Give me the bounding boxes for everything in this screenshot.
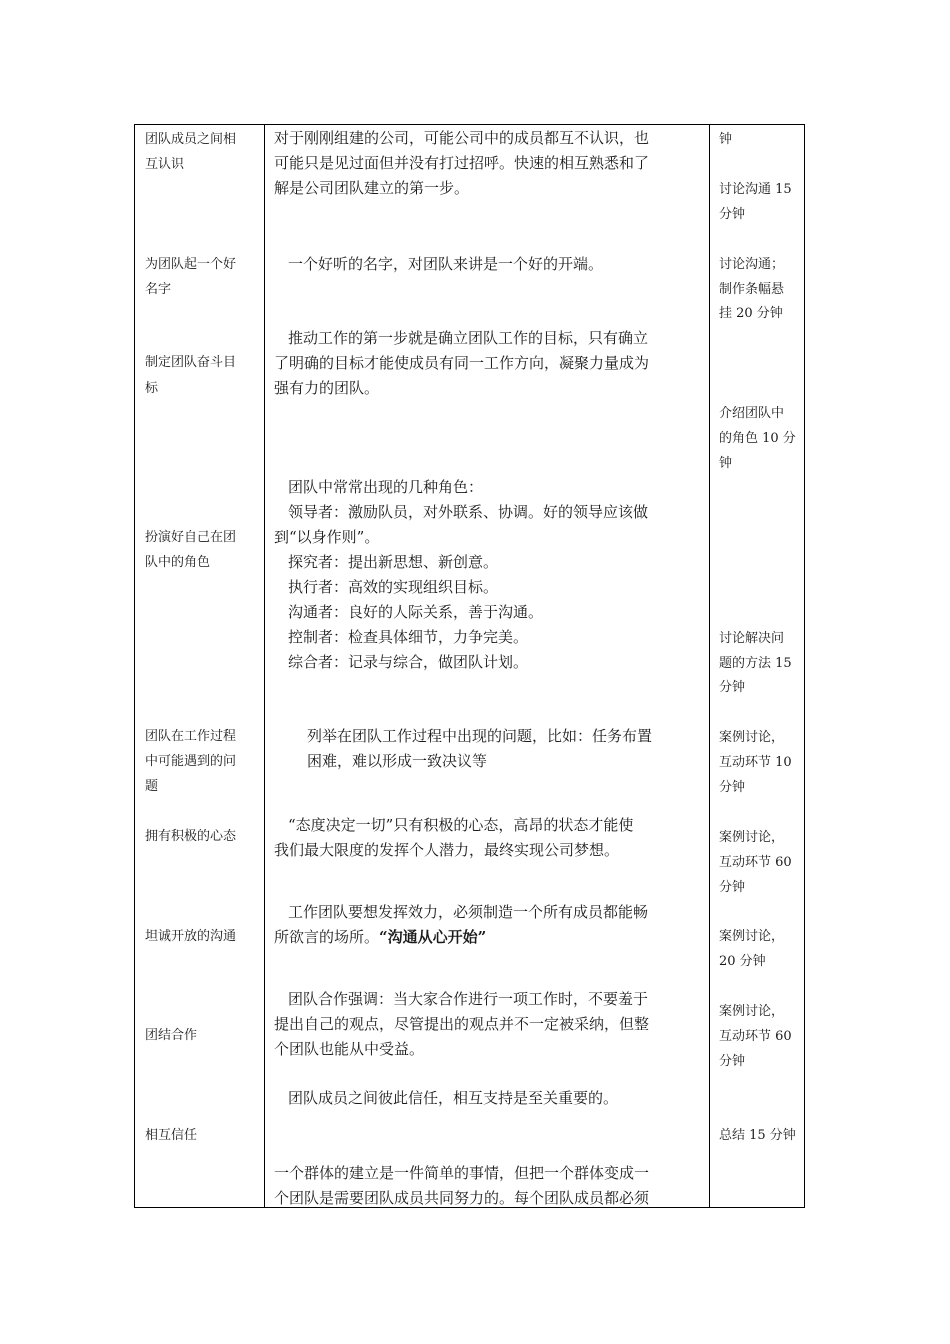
activity-cell: 互动环节 60 [719,855,792,870]
activity-cell: 分钟 [719,680,746,695]
activity-cell: 的角色 10 分 [719,431,796,446]
content-text: 所欲言的场所。 [274,928,380,946]
topic-cell: 互认识 [145,157,185,172]
activity-cell: 互动环节 60 [719,1029,792,1044]
content-text: 执行者：高效的实现组织目标。 [288,578,499,596]
content-text: 一个好听的名字，对团队来讲是一个好的开端。 [288,255,604,273]
topic-cell: 拥有积极的心态 [145,829,237,844]
topic-cell: 标 [145,381,159,396]
content-text: 沟通者：良好的人际关系，善于沟通。 [288,603,544,621]
activity-cell: 挂 20 分钟 [719,306,783,321]
activity-cell: 分钟 [719,207,746,222]
column-divider-1 [264,124,265,1208]
content-text: 工作团队要想发挥效力，必须制造一个所有成员都能畅 [288,903,649,921]
topic-cell: 扮演好自己在团 [145,530,237,545]
content-text: 个团队也能从中受益。 [274,1040,425,1058]
activity-cell: 总结 15 分钟 [719,1128,796,1143]
content-text: 个团队是需要团队成员共同努力的。每个团队成员都必须 [274,1189,650,1207]
topic-cell: 为团队起一个好 [145,257,237,272]
topic-cell: 题 [145,779,159,794]
topic-cell: 团结合作 [145,1028,198,1043]
content-text: 困难，难以形成一致决议等 [307,752,488,770]
topic-cell: 制定团队奋斗目 [145,355,237,370]
content-text: 推动工作的第一步就是确立团队工作的目标，只有确立 [288,329,649,347]
activity-cell: 题的方法 15 [719,656,792,671]
activity-cell: 案例讨论， [719,929,785,944]
activity-cell: 分钟 [719,1054,746,1069]
activity-cell: 案例讨论， [719,830,785,845]
topic-cell: 团队在工作过程 [145,729,237,744]
content-text: 我们最大限度的发挥个人潜力，最终实现公司梦想。 [274,841,620,859]
topic-cell: 团队成员之间相 [145,132,237,147]
activity-cell: 分钟 [719,880,746,895]
activity-cell: 钟 [719,132,733,147]
content-text: 综合者：记录与综合，做团队计划。 [288,653,529,671]
content-text: 到“以身作则”。 [274,528,380,546]
activity-cell: 分钟 [719,780,746,795]
topic-cell: 名字 [145,282,172,297]
content-text: 可能只是见过面但并没有打过招呼。快速的相互熟悉和了 [274,154,650,172]
content-text: 领导者：激励队员，对外联系、协调。好的领导应该做 [288,503,649,521]
content-text: 强有力的团队。 [274,379,380,397]
activity-cell: 钟 [719,456,733,471]
activity-cell: 讨论沟通； [719,257,785,272]
topic-cell: 相互信任 [145,1128,198,1143]
content-text: 提出自己的观点，尽管提出的观点并不一定被采纳，但整 [274,1015,650,1033]
content-text: 团队中常常出现的几种角色： [288,478,484,496]
content-text [274,926,486,947]
activity-cell: 介绍团队中 [719,406,785,421]
topic-cell: 队中的角色 [145,555,211,570]
content-text: 了明确的目标才能使成员有同一工作方向，凝聚力量成为 [274,354,650,372]
activity-cell: 讨论解决问 [719,631,785,646]
topic-cell: 坦诚开放的沟通 [145,929,237,944]
column-divider-2 [709,124,710,1208]
activity-cell: 20 分钟 [719,954,766,969]
content-text: 列举在团队工作过程中出现的问题，比如：任务布置 [307,727,653,745]
emphasis-text: “沟通从心开始” [379,928,487,946]
activity-cell: 案例讨论， [719,730,785,745]
activity-cell: 讨论沟通 15 [719,182,792,197]
content-text: 团队合作强调：当大家合作进行一项工作时，不要羞于 [288,990,649,1008]
content-text: 团队成员之间彼此信任，相互支持是至关重要的。 [288,1089,619,1107]
content-text: 探究者：提出新思想、新创意。 [288,553,499,571]
content-text: 对于刚刚组建的公司，可能公司中的成员都互不认识，也 [274,129,650,147]
content-text: 解是公司团队建立的第一步。 [274,179,470,197]
activity-cell: 互动环节 10 [719,755,792,770]
content-text: 一个群体的建立是一件简单的事情，但把一个群体变成一 [274,1164,650,1182]
content-text: 控制者：检查具体细节，力争完美。 [288,628,529,646]
topic-cell: 中可能遇到的问 [145,754,237,769]
content-text: “态度决定一切”只有积极的心态，高昂的状态才能使 [288,816,634,834]
activity-cell: 制作条幅悬 [719,282,785,297]
activity-cell: 案例讨论， [719,1004,785,1019]
